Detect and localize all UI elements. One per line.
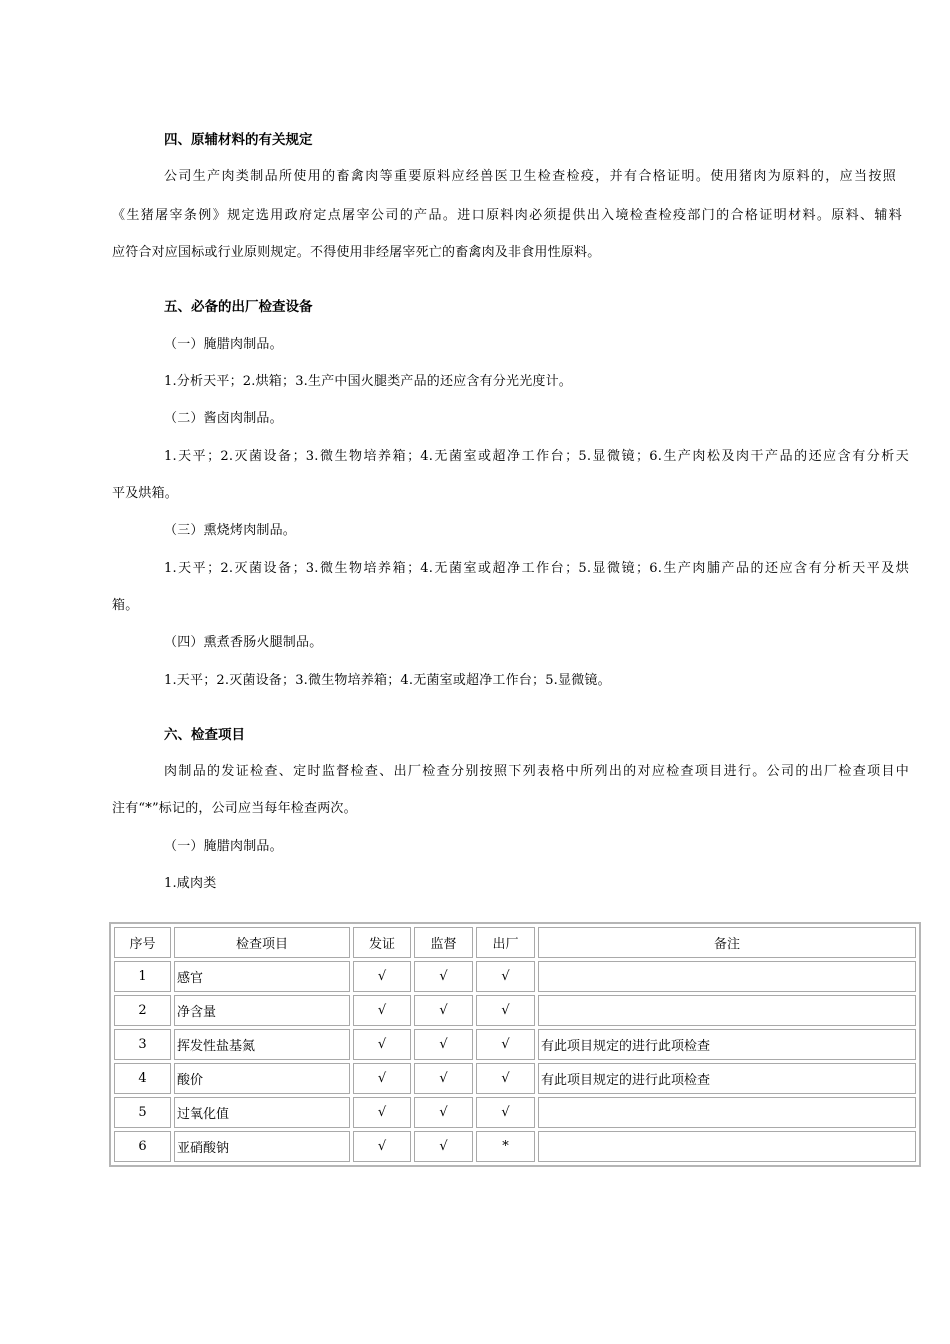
header-factory: 出厂 — [476, 927, 535, 958]
row-certification: √ — [353, 1063, 411, 1094]
row-certification: √ — [353, 1131, 411, 1162]
row-item: 感官 — [174, 961, 350, 992]
row-factory: √ — [476, 961, 535, 992]
row-index: 6 — [114, 1131, 171, 1162]
table-header-row — [114, 927, 916, 958]
section-4-line-2: 《生猪屠宰条例》规定选用政府定点屠宰公司的产品。进口原料肉必须提供出入境检查检疫部门的合格证明材料。原料、辅料 — [112, 208, 902, 223]
table-row — [114, 1131, 916, 1162]
header-item: 检查项目 — [174, 927, 350, 958]
row-remarks: 有此项目规定的进行此项检查 — [538, 1029, 916, 1060]
section-5-sub-3: （三）熏烧烤肉制品。 — [164, 523, 297, 538]
section-6-sub-1-item: 1.咸肉类 — [164, 876, 217, 891]
section-6-line-a: 肉制品的发证检查、定时监督检查、出厂检查分别按照下列表格中所列出的对应检查项目进行。公司的出厂检查项目中 — [164, 764, 909, 779]
section-6-line-b: 注有“*”标记的，公司应当每年检查两次。 — [112, 801, 357, 816]
section-4-heading: 四、原辅材料的有关规定 — [164, 132, 313, 148]
row-supervision: √ — [414, 1131, 473, 1162]
row-certification: √ — [353, 995, 411, 1026]
row-index: 2 — [114, 995, 171, 1026]
section-5-heading: 五、必备的出厂检查设备 — [164, 299, 313, 315]
section-5-sub-2-text-a: 1.天平；2.灭菌设备；3.微生物培养箱；4.无菌室或超净工作台；5.显微镜；6.生产肉松及肉干产品的还应含有分析天 — [164, 449, 909, 464]
row-certification: √ — [353, 961, 411, 992]
section-5-sub-3-text-b: 箱。 — [112, 598, 139, 613]
section-5-sub-2-text-b: 平及烘箱。 — [112, 486, 179, 501]
row-item: 挥发性盐基氮 — [174, 1029, 350, 1060]
section-5-sub-1: （一）腌腊肉制品。 — [164, 337, 283, 352]
row-factory: √ — [476, 1063, 535, 1094]
row-factory: √ — [476, 1097, 535, 1128]
row-remarks — [538, 961, 916, 992]
header-supervision: 监督 — [414, 927, 473, 958]
header-index: 序号 — [114, 927, 171, 958]
section-6-heading: 六、检查项目 — [164, 727, 245, 743]
row-remarks — [538, 995, 916, 1026]
row-certification: √ — [353, 1029, 411, 1060]
row-item: 净含量 — [174, 995, 350, 1026]
section-6-sub-1: （一）腌腊肉制品。 — [164, 839, 283, 854]
row-item: 酸价 — [174, 1063, 350, 1094]
table-row — [114, 1063, 916, 1094]
row-supervision: √ — [414, 961, 473, 992]
section-4-line-3: 应符合对应国标或行业原则规定。不得使用非经屠宰死亡的畜禽肉及非食用性原料。 — [112, 245, 601, 260]
inspection-items-table — [109, 922, 921, 1167]
table-row — [114, 995, 916, 1026]
row-factory: * — [476, 1131, 535, 1162]
row-supervision: √ — [414, 1063, 473, 1094]
section-5-sub-2: （二）酱卤肉制品。 — [164, 411, 283, 426]
header-remarks: 备注 — [538, 927, 916, 958]
row-factory: √ — [476, 1029, 535, 1060]
row-remarks: 有此项目规定的进行此项检查 — [538, 1063, 916, 1094]
row-index: 5 — [114, 1097, 171, 1128]
section-5-sub-1-text: 1.分析天平；2.烘箱；3.生产中国火腿类产品的还应含有分光光度计。 — [164, 374, 573, 389]
row-item: 过氧化值 — [174, 1097, 350, 1128]
table-row — [114, 1097, 916, 1128]
table-row — [114, 1029, 916, 1060]
row-index: 3 — [114, 1029, 171, 1060]
row-remarks — [538, 1097, 916, 1128]
row-supervision: √ — [414, 995, 473, 1026]
section-4-line-1: 公司生产肉类制品所使用的畜禽肉等重要原料应经兽医卫生检查检疫，并有合格证明。使用猪肉为原料的，应当按照 — [164, 169, 896, 184]
section-5-sub-3-text-a: 1.天平；2.灭菌设备；3.微生物培养箱；4.无菌室或超净工作台；5.显微镜；6.生产肉脯产品的还应含有分析天平及烘 — [164, 561, 909, 576]
row-index: 1 — [114, 961, 171, 992]
row-remarks — [538, 1131, 916, 1162]
section-5-sub-4: （四）熏煮香肠火腿制品。 — [164, 635, 323, 650]
table-row — [114, 961, 916, 992]
row-certification: √ — [353, 1097, 411, 1128]
row-supervision: √ — [414, 1029, 473, 1060]
section-5-sub-4-text: 1.天平；2.灭菌设备；3.微生物培养箱；4.无菌室或超净工作台；5.显微镜。 — [164, 673, 611, 688]
row-index: 4 — [114, 1063, 171, 1094]
row-supervision: √ — [414, 1097, 473, 1128]
header-certification: 发证 — [353, 927, 411, 958]
row-factory: √ — [476, 995, 535, 1026]
row-item: 亚硝酸钠 — [174, 1131, 350, 1162]
